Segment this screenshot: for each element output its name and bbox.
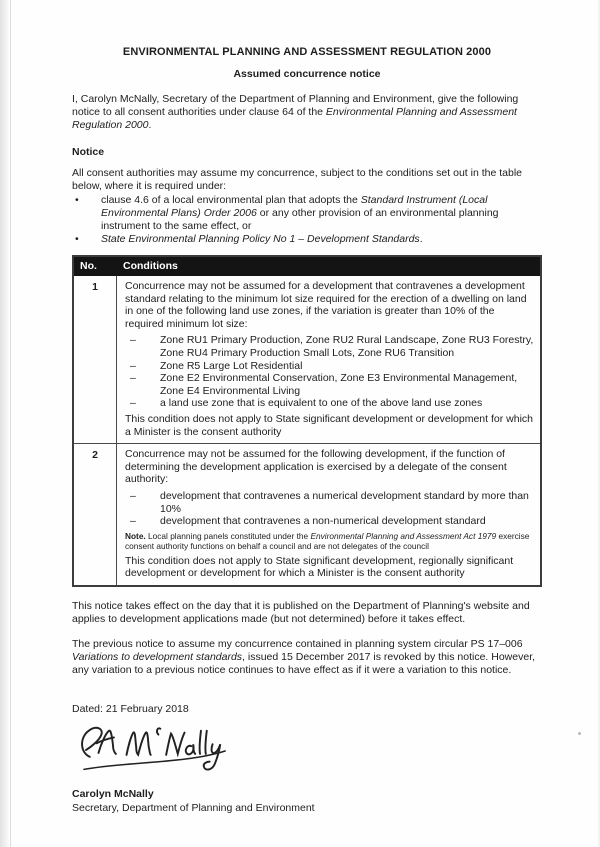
conditions-table xyxy=(72,255,542,587)
intro-text: I, Carolyn McNally, Secretary of the Department of Planning and Environment, give the following notice to all consent authorities under clause 64 of the xyxy=(72,93,519,118)
intro-paragraph xyxy=(72,93,542,132)
zone-item xyxy=(125,360,534,373)
signature-svg xyxy=(74,722,239,780)
dash-marker: – xyxy=(130,397,136,410)
development-item xyxy=(125,515,534,528)
notice-lead-paragraph: All consent authorities may assume my concurrence, subject to the conditions set out in the table below, where it is required under: xyxy=(72,167,522,192)
condition-lead: Concurrence may not be assumed for a development that contravenes a development standard relating to the minimum lot size required for the erection of a dwelling on land in one of the following land use zones, if the variation is greater than 10% of the required minimum lot size: xyxy=(125,280,527,330)
scan-edge-left xyxy=(0,0,11,847)
zone-item-text: a land use zone that is equivalent to one of the above land use zones xyxy=(160,397,483,410)
bullet-marker: • xyxy=(75,233,79,245)
revocation-citation: Variations to development standards xyxy=(72,650,243,663)
condition-row-2 xyxy=(73,444,541,586)
document-subtitle: Assumed concurrence notice xyxy=(233,68,381,80)
effect-paragraph: This notice takes effect on the day that it is published on the Department of Planning's website and applies to development applications made (but not determined) before it takes effect. xyxy=(72,599,530,625)
condition-number: 1 xyxy=(73,276,117,444)
condition-cell xyxy=(117,444,542,586)
bullet-citation: State Environmental Planning Policy No 1 – Development Standards xyxy=(101,233,420,245)
dash-marker: – xyxy=(130,372,136,385)
note-text-end: exercise consent authority functions on behalf a council and are not delegates of the council xyxy=(125,530,530,552)
intro-citation: Environmental Planning and Assessment Regulation 2000 xyxy=(72,106,517,131)
signatory-name: Carolyn McNally xyxy=(72,787,154,800)
bullet-text-end: or any other provision of an environmental planning instrument to the same effect, or xyxy=(101,207,499,232)
condition-closing: This condition does not apply to State significant development or development for which a Minister is the consent authority xyxy=(125,412,533,438)
zone-item-text: Zone RU1 Primary Production, Zone RU2 Rural Landscape, Zone RU3 Forestry, Zone RU4 Primary Production Small Lots, Zone RU6 Transition xyxy=(160,334,534,359)
condition-closing: This condition does not apply to State significant development, regionally significant development or development for which a Minister is the consent authority xyxy=(125,554,514,580)
condition-row-1 xyxy=(73,276,541,444)
bullet-text-end: . xyxy=(419,233,423,245)
intro-text-end: . xyxy=(148,119,152,131)
bullet-item xyxy=(72,233,542,246)
note-text: Local planning panels constituted under the xyxy=(145,530,311,541)
development-item xyxy=(125,490,534,515)
dash-marker: – xyxy=(130,359,136,372)
development-list xyxy=(125,490,534,528)
notice-bullet-list xyxy=(72,194,542,246)
signatory-title: Secretary, Department of Planning and Environment xyxy=(72,801,315,814)
zone-item xyxy=(125,397,534,410)
zone-list xyxy=(125,334,534,410)
condition-number: 2 xyxy=(73,444,117,586)
bullet-citation: Standard Instrument (Local Environmental Plans) Order 2006 xyxy=(101,194,488,219)
zone-item xyxy=(125,372,534,397)
table-header-row xyxy=(73,256,541,276)
dash-marker: – xyxy=(130,334,136,347)
scan-speck xyxy=(578,732,581,735)
notice-heading: Notice xyxy=(72,146,105,158)
condition-note xyxy=(125,531,534,552)
note-citation: Environmental Planning and Assessment Act 1979 xyxy=(310,530,497,541)
bullet-text xyxy=(101,194,542,233)
bullet-text xyxy=(101,233,542,246)
zone-item-text: Zone E2 Environmental Conservation, Zone E3 Environmental Management, Zone E4 Environmental Living xyxy=(160,372,518,397)
bullet-text-plain: clause 4.6 of a local environmental plan that adopts the xyxy=(101,194,361,206)
development-item-text: development that contravenes a non-numerical development standard xyxy=(160,515,486,528)
document-title: ENVIRONMENTAL PLANNING AND ASSESSMENT REGULATION 2000 xyxy=(122,46,492,58)
note-label: Note. xyxy=(125,530,146,541)
dash-marker: – xyxy=(130,489,136,502)
revocation-text-end: , issued 15 December 2017 is revoked by this notice. However, any variation to a previous notice continues to have effect as if it were a variation to this notice. xyxy=(72,650,536,676)
document-content xyxy=(72,46,542,815)
bullet-item xyxy=(72,194,542,233)
table-header-conditions: Conditions xyxy=(117,256,542,276)
zone-item xyxy=(125,334,534,359)
table-header-no: No. xyxy=(73,256,117,276)
bullet-marker: • xyxy=(75,194,79,206)
condition-cell xyxy=(117,276,542,444)
dated-line: Dated: 21 February 2018 xyxy=(72,702,189,715)
revocation-paragraph xyxy=(72,638,542,677)
dash-marker: – xyxy=(130,515,136,528)
zone-item-text: Zone R5 Large Lot Residential xyxy=(160,359,303,372)
revocation-text: The previous notice to assume my concurrence contained in planning system circular PS 17–006 xyxy=(72,637,523,650)
signature-image xyxy=(74,722,542,780)
development-item-text: development that contravenes a numerical development standard by more than 10% xyxy=(160,489,529,515)
condition-lead: Concurrence may not be assumed for the following development, if the function of determining the development application is exercised by a delegate of the consent authority: xyxy=(125,448,507,486)
